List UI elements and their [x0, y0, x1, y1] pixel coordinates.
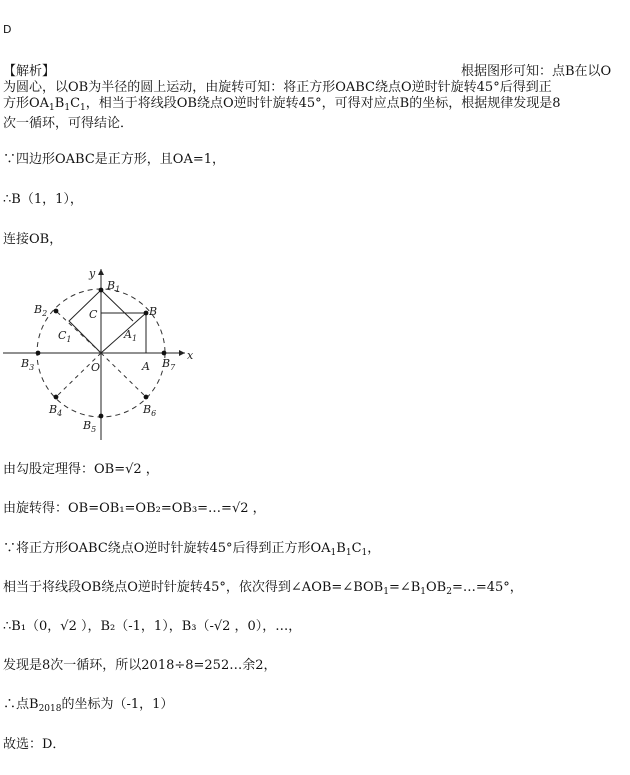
label-b7: $B_7$ — [162, 357, 176, 372]
label-c1: $C_1$ — [58, 329, 72, 344]
step-square-given: ∵四边形OABC是正方形，且OA=1， — [3, 152, 225, 167]
label-o: O — [91, 361, 101, 374]
label-b6: $B_6$ — [143, 403, 157, 418]
final-answer: 故选：D． — [3, 737, 66, 752]
analysis-line-2: 方形$OA_1B_1C_1$，相当于将线段OB绕点O逆时针旋转45°，可得对应点B的坐标，根据规律发现是8 — [3, 96, 561, 113]
rotation-diagram — [3, 263, 198, 440]
label-c: C — [89, 308, 98, 321]
step-rotate-segment: 相当于将线段OB绕点O逆时针旋转45°，依次得到$\angle AOB=\angle BOB_1=\angle B_1OB_2=\dots=45^\circ$， — [3, 580, 523, 597]
label-a1: $A_1$ — [124, 328, 138, 343]
label-b5: $B_5$ — [83, 419, 97, 434]
step-connect-ob: 连接OB， — [3, 232, 63, 247]
label-b1: $B_1$ — [107, 279, 121, 294]
step-cycle: 发现是8次一循环，所以2018÷8=252…余2， — [3, 658, 277, 673]
label-x-axis: x — [187, 349, 194, 362]
step-coordinates: ∴B₁（0，√2 ），B₂（-1，1），B₃（-√2 ，0），…， — [3, 619, 302, 634]
step-pythagoras: 由勾股定理得：OB=√2 ， — [3, 462, 159, 477]
analysis-line-3: 次一循环，可得结论． — [3, 116, 134, 131]
step-result: ∴点$B_{2018}$的坐标为（-1，1） — [3, 697, 174, 714]
label-y-axis: y — [89, 267, 96, 280]
label-b3: $B_3$ — [21, 357, 35, 372]
step-rotation-equal: 由旋转得：OB=OB₁=OB₂=OB₃=…=√2 ， — [3, 501, 266, 516]
analysis-tag: 【解析】 — [3, 64, 56, 79]
step-rotate-square: ∵将正方形OABC绕点O逆时针旋转45°后得到正方形$OA_1B_1C_1$， — [3, 541, 381, 558]
analysis-lead-text: 根据图形可知：点B在以O — [461, 64, 612, 79]
label-a: A — [142, 360, 150, 373]
analysis-paragraph — [3, 80, 627, 132]
step-point-b: ∴B（1，1）， — [3, 192, 83, 207]
label-b2: $B_2$ — [34, 303, 48, 318]
analysis-line-1: 为圆心，以OB为半径的圆上运动，由旋转可知：将正方形OABC绕点O逆时针旋转45°后得到正 — [3, 80, 552, 95]
label-b4: $B_4$ — [49, 403, 63, 418]
label-b: B — [149, 305, 158, 318]
answer-label: D — [3, 23, 12, 36]
